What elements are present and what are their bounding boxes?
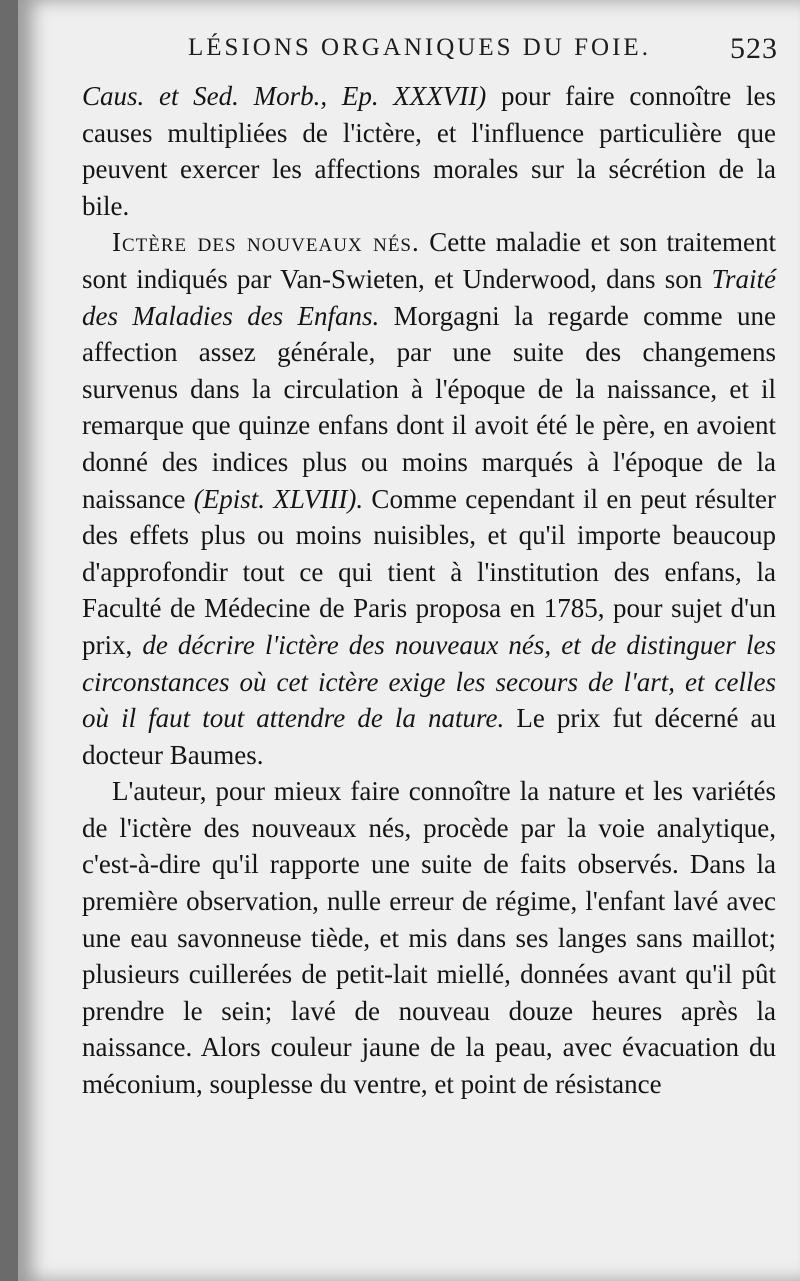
italic-text-run: de décrire l'ictère des nouveaux nés, et de distinguer les circonstances où cet ictère exige les secours de l'art, et celles où il faut tout attendre de la nature. (82, 629, 776, 734)
italic-text-run: Traité des Maladies des Enfans. (82, 263, 776, 331)
italic-text-run: Caus. et Sed. Morb., Ep. XXXVII) (82, 81, 487, 111)
italic-text-run: (Epist. XLVIII). (193, 483, 364, 514)
smallcaps-heading-run: Ictère des nouveaux nés. (112, 227, 420, 258)
paragraph-icterus-newborn (82, 224, 776, 773)
text-run: Le prix fut décerné au docteur Baumes. (82, 703, 777, 770)
book-page (18, 0, 800, 1281)
text-run: L'auteur, pour mieux faire connoître la nature et les variétés de l'ictère des nouveaux nés, procède par la voie analytique, c'est-à-dire qu'il rapporte une suite de faits observés. Dans la première observation, nulle erreur de régime, l'enfant lavé avec une eau savonneuse tiède, et mis dans ses langes sans maillot; plusieurs cuillerées de petit-lait miellé, données avant qu'il pût prendre le sein; lavé de nouveau douze heures après la naissance. Alors couleur jaune de la peau, avec évacuation du méconium, souplesse du ventre, et point de résistance (82, 776, 776, 1100)
page-number: 523 (730, 32, 778, 65)
text-run: Morgagni la regarde comme une affection assez générale, par une suite des changemens survenus dans la circulation à l'époque de la naissance, et il remarque que quinze enfans dont il avoit été le père, en avoient donné des indices plus ou moins marqués à l'époque de la naissance (82, 300, 776, 514)
body-text (82, 78, 776, 1103)
text-run: Comme cependant il en peut résulter des effets plus ou moins nuisibles, et qu'il importe beaucoup d'approfondir tout ce qui tient à l'institution des enfans, la Faculté de Médecine de Paris proposa en 1785, pour sujet d'un prix, (82, 483, 776, 660)
paragraph-continuation (82, 78, 776, 224)
paragraph-author-observations (82, 773, 776, 1102)
text-run: pour faire connoître les causes multipliées de l'ictère, et l'influence particulière que peuvent exercer les affections morales sur la sécrétion de la bile. (82, 81, 777, 221)
running-title: LÉSIONS ORGANIQUES DU FOIE. (188, 34, 651, 61)
text-run: Cette maladie et son traitement sont indiqués par Van-Swieten, et Underwood, dans son (82, 227, 776, 294)
